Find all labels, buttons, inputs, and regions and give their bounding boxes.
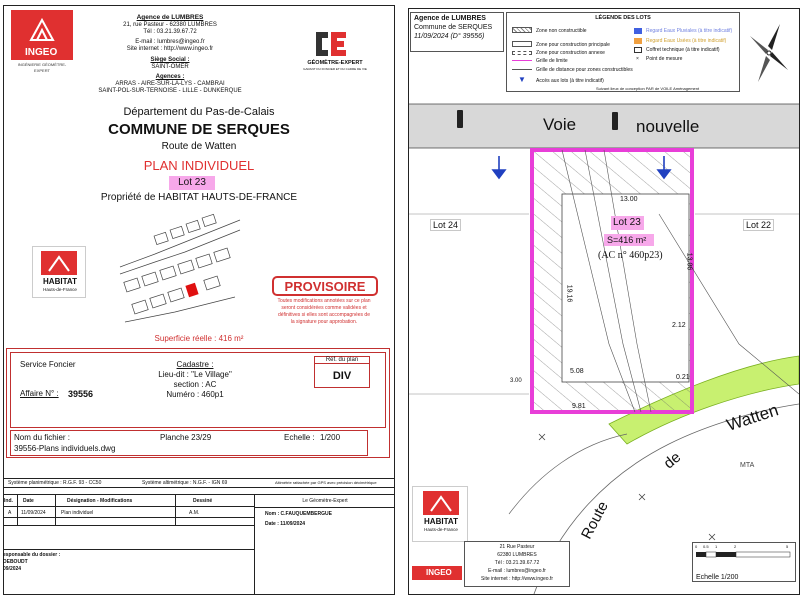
situation-map (115, 212, 245, 332)
right-commune: Commune de SERQUES (414, 24, 493, 31)
agency-address: 21, rue Pasteur - 62380 LUMBRES (123, 22, 217, 28)
legend-item-3: Zone pour construction annexe (536, 50, 605, 56)
system-planimetric: Système planimétrique : R.G.F. 93 - CC50 (8, 480, 102, 486)
right-footer-addr4: E-mail : lumbres@ingeo.fr (488, 568, 546, 574)
right-footer-addr1: 21 Rue Pasteur (499, 544, 535, 550)
mod-row-ind: A (8, 510, 12, 516)
scale-tick-0: 0 (695, 544, 698, 549)
legend-item-5: Grille de distance pour zones constructibles (536, 67, 633, 73)
service-foncier: Service Foncier (20, 360, 76, 369)
habitat-logo-text: HABITAT (43, 277, 77, 286)
agency-email: E-mail : lumbres@ingeo.fr (135, 39, 205, 45)
legend-right-2: Regard Eaux Usées (à titre indicatif) (646, 38, 727, 44)
legend-footer: Suivant lieux de conception PAR de VOILE Aménagement (596, 86, 700, 91)
ingeo-logo-right (412, 566, 462, 580)
mod-row-date: 11/09/2024 (21, 510, 46, 516)
resp-label: esponsable du dossier : (3, 552, 61, 558)
mta-label: MTA (740, 462, 755, 469)
departement-heading: Département du Pas-de-Calais (123, 106, 275, 118)
habitat-logo (32, 246, 86, 298)
right-footer-addr2: 62380 LUMBRES (497, 552, 537, 558)
mod-header-dessine: Dessiné (193, 498, 213, 504)
route-heading: Route de Watten (161, 141, 237, 152)
resp-name: DEBOUDT (3, 559, 28, 565)
dim-13-06: 13.06 (685, 252, 693, 271)
legend-item-2: Zone pour construction principale (536, 42, 610, 48)
plan-type-heading: PLAN INDIVIDUEL (143, 158, 255, 173)
dim-5-08: 5.08 (570, 368, 584, 375)
north-arrow-icon (744, 20, 794, 86)
mod-header-ind: Ind. (4, 498, 13, 504)
planche-text: Planche 23/29 (160, 433, 212, 442)
geometre-signature-box (255, 494, 395, 594)
legend-swatch-non-constructible (512, 27, 532, 33)
provisoire-text-1: Toutes modifications annotées sur ce plan (277, 298, 371, 304)
legend-item-6: Accès aux lots (à titre indicatif) (536, 78, 604, 84)
lot-23-parcel: (AC n° 460p23) (598, 250, 663, 261)
situation-lot-marker (185, 283, 198, 298)
echelle-value: 1/200 (320, 433, 341, 442)
scale-tick-1: 0.5 (703, 544, 709, 549)
lot-22-label: Lot 22 (743, 219, 774, 231)
mod-row-designation: Plan individuel (61, 510, 94, 516)
mod-header-designation: Désignation - Modifications (67, 498, 133, 504)
agences-label: Agences : (155, 74, 185, 80)
legend-right-3: Coffret technique (à titre indicatif) (646, 47, 720, 53)
habitat-logo-right (412, 486, 468, 542)
legend-item-1: Zone non constructible (536, 28, 587, 34)
fichier-label: Nom du fichier : (14, 433, 71, 442)
affaire-value: 39556 (68, 389, 94, 399)
legend-swatch-distance (512, 69, 532, 70)
scale-tick-4: 5 (786, 544, 789, 549)
legend-swatch-principale (512, 41, 532, 47)
agency-phone: Tél : 03.21.39.67.72 (143, 29, 197, 35)
ge-logo-title: GÉOMÈTRE-EXPERT (307, 60, 363, 66)
habitat-right-text: HABITAT (424, 517, 458, 526)
dim-3-00: 3.00 (510, 378, 522, 384)
system-altimetric: Système altimétrique : N.G.F. - IGN 69 (142, 480, 228, 486)
agences-line2: SAINT-POL-SUR-TERNOISE - LILLE - DUNKERQUE (98, 88, 242, 94)
right-agency: Agence de LUMBRES (414, 15, 486, 22)
agency-website: Site internet : http://www.ingeo.fr (126, 46, 214, 52)
ge-logo-subtitle: GARANT DU FONCIER ET DU CADRE DE VIE (303, 67, 367, 71)
cadastre-section: section : AC (173, 380, 217, 389)
right-footer-addr3: Tél : 03.21.39.67.72 (494, 560, 540, 566)
habitat-right-subtitle: Hauts-de-France (424, 527, 458, 532)
ingeo-logo-text: INGEO (25, 47, 58, 58)
lot-badge-label: Lot 23 (178, 177, 206, 188)
ge-signature-label: Le Géomètre-Expert (302, 498, 348, 504)
lot-23-surface: S=416 m² (607, 235, 647, 245)
cadastre-numero: Numéro : 460p1 (166, 390, 224, 399)
lot-24-label: Lot 24 (430, 219, 461, 231)
legend-swatch-annexe (512, 51, 532, 55)
ingeo-mark-icon (27, 16, 57, 44)
scale-tick-3: 2 (734, 544, 737, 549)
ge-signature-date: Date : 11/09/2024 (265, 521, 306, 527)
legend-swatch-coffret (634, 47, 642, 53)
ref-plan-value: DIV (332, 370, 352, 382)
dim-2-12: 2.12 (672, 322, 686, 329)
legend-point-icon: × (636, 56, 639, 62)
scale-label: Echelle 1/200 (696, 574, 739, 581)
lot-23-label: Lot 23 (613, 217, 641, 228)
dim-13-00: 13.00 (620, 196, 638, 203)
right-footer-addr5: Site internet : http://www.ingeo.fr (481, 576, 553, 582)
fichier-value: 39556-Plans individuels.dwg (14, 444, 116, 453)
legend-swatch-ep (634, 28, 642, 34)
provisoire-text-2: seront considérées comme validées et (281, 305, 367, 311)
provisoire-title: PROVISOIRE (284, 279, 366, 294)
commune-heading: COMMUNE DE SERQUES (108, 121, 290, 138)
habitat-house-icon (47, 253, 71, 273)
route-label-2: de (660, 448, 685, 473)
dim-9-81: 9.81 (572, 403, 586, 410)
cadastre-label: Cadastre : (176, 360, 214, 369)
provisoire-text-4: la signature pour approbation. (290, 319, 358, 325)
legend-swatch-limite (512, 60, 532, 61)
agences-line1: ARRAS - AIRE-SUR-LA-LYS - CAMBRAI (115, 81, 225, 87)
voie-label-1: Voie (543, 115, 577, 134)
system-gps: Altimétrie rattachée par GPS avec précision décimétrique (275, 480, 377, 485)
geometre-expert-logo (300, 30, 370, 76)
scale-bar-graphic (696, 550, 792, 560)
affaire-label: Affaire N° : (20, 389, 59, 398)
dim-19-16: 19.16 (565, 284, 573, 303)
echelle-label: Echelle : (284, 433, 315, 442)
legend-item-4: Grille de limite (536, 58, 568, 64)
legend-right-1: Regard Eaux Pluviales (à titre indicatif) (646, 28, 733, 34)
siege-label: Siège Social : (150, 57, 190, 63)
voie-label-2: nouvelle (636, 117, 700, 136)
siege-value: SAINT-OMER (151, 64, 189, 70)
right-date: 11/09/2024 (D° 39556) (414, 33, 485, 40)
geometre-expert-mark-icon (314, 30, 348, 58)
mod-header-date: Date (23, 498, 34, 504)
ge-signature-name: Nom : C.FAUQUEMBERGUE (265, 511, 332, 517)
legend-title: LÉGENDE DES LOTS (595, 15, 651, 21)
habitat-right-house-icon (429, 493, 453, 513)
legend-swatch-eu (634, 38, 642, 44)
modifications-table (3, 494, 255, 594)
route-label-3: Watten (724, 400, 781, 435)
propriete-heading: Propriété de HABITAT HAUTS-DE-FRANCE (100, 192, 298, 203)
superficie-text: Superficie réelle : 416 m² (154, 334, 244, 343)
habitat-logo-subtitle: Hauts-de-France (43, 287, 77, 292)
provisoire-text-3: définitives si elles sont accompagnées de (278, 312, 370, 318)
ingeo-logo-subtitle: INGÉNIERIE GÉOMÈTRE-EXPERT (17, 62, 67, 73)
agency-title: Agence de LUMBRES (136, 14, 204, 21)
ingeo-right-text: INGEO (426, 568, 452, 577)
cadastre-lieu-dit: Lieu-dit : "Le Village" (158, 370, 232, 379)
resp-date: 09/2024 (3, 566, 22, 572)
scale-tick-2: 1 (715, 544, 718, 549)
legend-right-4: Point de mesure (646, 56, 683, 62)
ingeo-logo (11, 10, 73, 76)
voie-nouvelle-road (409, 104, 799, 148)
ref-plan-label: Réf. du plan (314, 357, 370, 364)
dim-0-21: 0.21 (676, 374, 690, 381)
mod-row-dessine: A.M. (189, 510, 200, 516)
route-label-1: Route (578, 498, 612, 542)
legend-access-arrow-icon: ▼ (518, 75, 526, 84)
